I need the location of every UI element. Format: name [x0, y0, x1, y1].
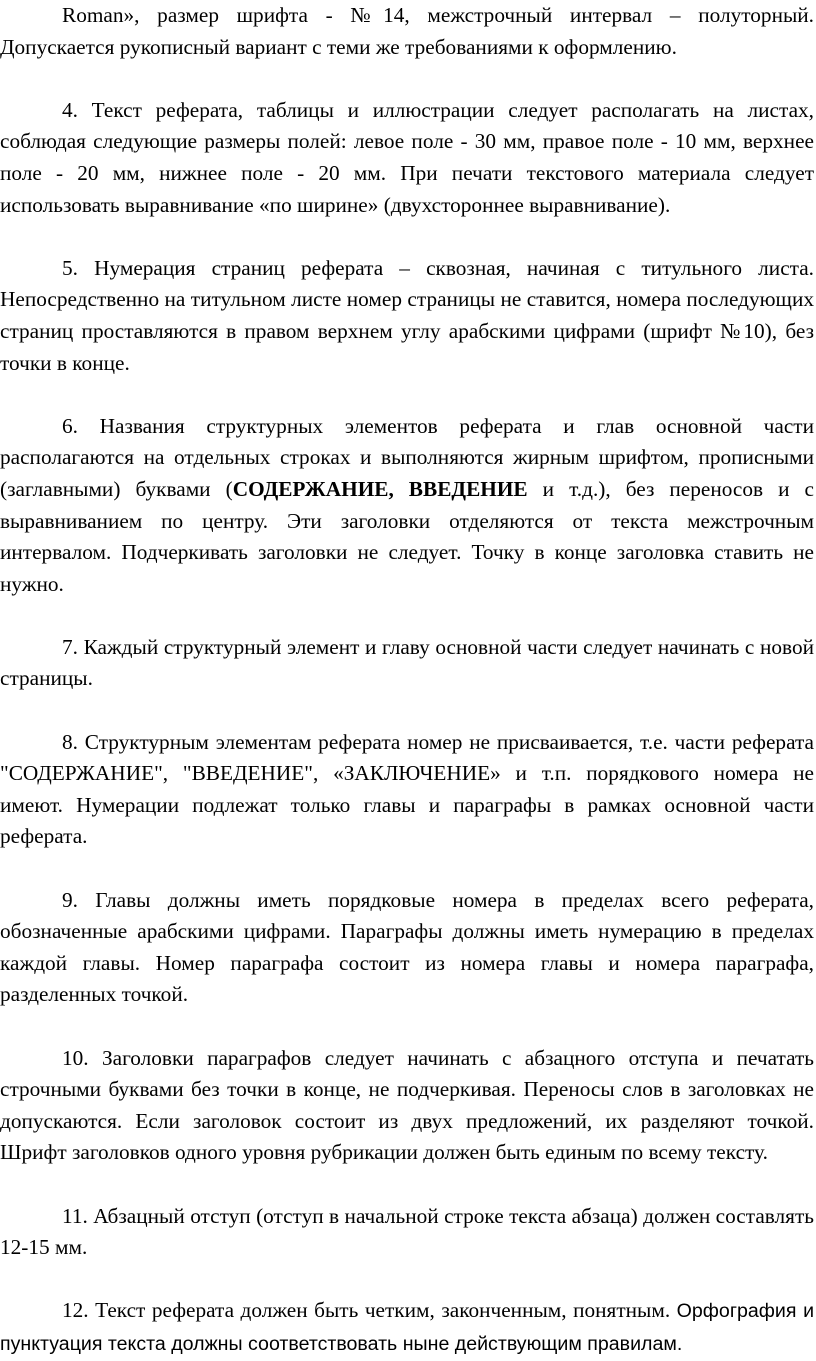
paragraph-12-rest: Орфография и пунктуация текста должны соответствовать ныне действующим правилам.	[0, 1300, 815, 1355]
paragraph-6-text-end: и т.д.), без переносов и с выравниванием по центру. Эти заголовки отделяются от текста межстрочным интервалом. Подчеркивать заголовки не следует. Точку в конце заголовка ставить не нужно.	[0, 476, 814, 596]
paragraph-6-bold-headings: СОДЕРЖАНИЕ, ВВЕДЕНИЕ	[232, 476, 528, 501]
paragraph-12-first-line: 12. Текст реферата должен быть четким, законченным, понятным.	[62, 1298, 671, 1323]
paragraph-9-chapter-numbering: 9. Главы должны иметь порядковые номера в пределах всего реферата, обозначенные арабскими цифрами. Параграфы должны иметь нумерацию в пределах каждой главы. Номер параграфа состоит из номера главы и номера параграфа, разделенных точкой.	[0, 887, 814, 1007]
paragraph-6-text-start: 6. Названия структурных элементов реферата и глав основной части располагаются на отдельных строках и выполняются жирным шрифтом, прописными (заглавными) буквами (	[0, 413, 814, 501]
paragraph-6-headings	[0, 411, 814, 601]
paragraph-8-structural-elements: 8. Структурным элементам реферата номер не присваивается, т.е. части реферата "СОДЕРЖАНИЕ", "ВВЕДЕНИЕ", «ЗАКЛЮЧЕНИЕ» и т.п. порядкового номера не имеют. Нумерации подлежат только главы и параграфы в рамках основной части реферата.	[0, 729, 814, 849]
paragraph-font-requirements: Roman», размер шрифта - №14, межстрочный интервал – полуторный. Допускается рукописный вариант с теми же требованиями к оформлению.	[0, 3, 814, 59]
paragraph-11-indent: 11. Абзацный отступ (отступ в начальной строке текста абзаца) должен составлять 12-15 мм.	[0, 1203, 814, 1260]
paragraph-4-margins: 4. Текст реферата, таблицы и иллюстрации следует располагать на листах, соблюдая следующие размеры полей: левое поле - 30 мм, правое поле - 10 мм, верхнее поле - 20 мм, нижнее поле - 20 мм. При печати текстового материала следует использовать выравнивание «по ширине» (двухстороннее выравнивание).	[0, 97, 814, 217]
paragraph-12-text-quality	[0, 1295, 814, 1360]
paragraph-5-page-numbering: 5. Нумерация страниц реферата – сквозная, начиная с титульного листа. Непосредственно на титульном листе номер страницы не ставится, номера последующих страниц проставляются в правом верхнем углу арабскими цифрами (шрифт №10), без точки в конце.	[0, 255, 814, 375]
paragraph-7-new-page: 7. Каждый структурный элемент и главу основной части следует начинать с новой страницы.	[0, 634, 814, 691]
paragraph-10-paragraph-headings: 10. Заголовки параграфов следует начинать с абзацного отступа и печатать строчными буквами без точки в конце, не подчеркивая. Переносы слов в заголовках не допускаются. Если заголовок состоит из двух предложений, их разделяют точкой. Шрифт заголовков одного уровня рубрикации должен быть единым по всему тексту.	[0, 1045, 814, 1165]
